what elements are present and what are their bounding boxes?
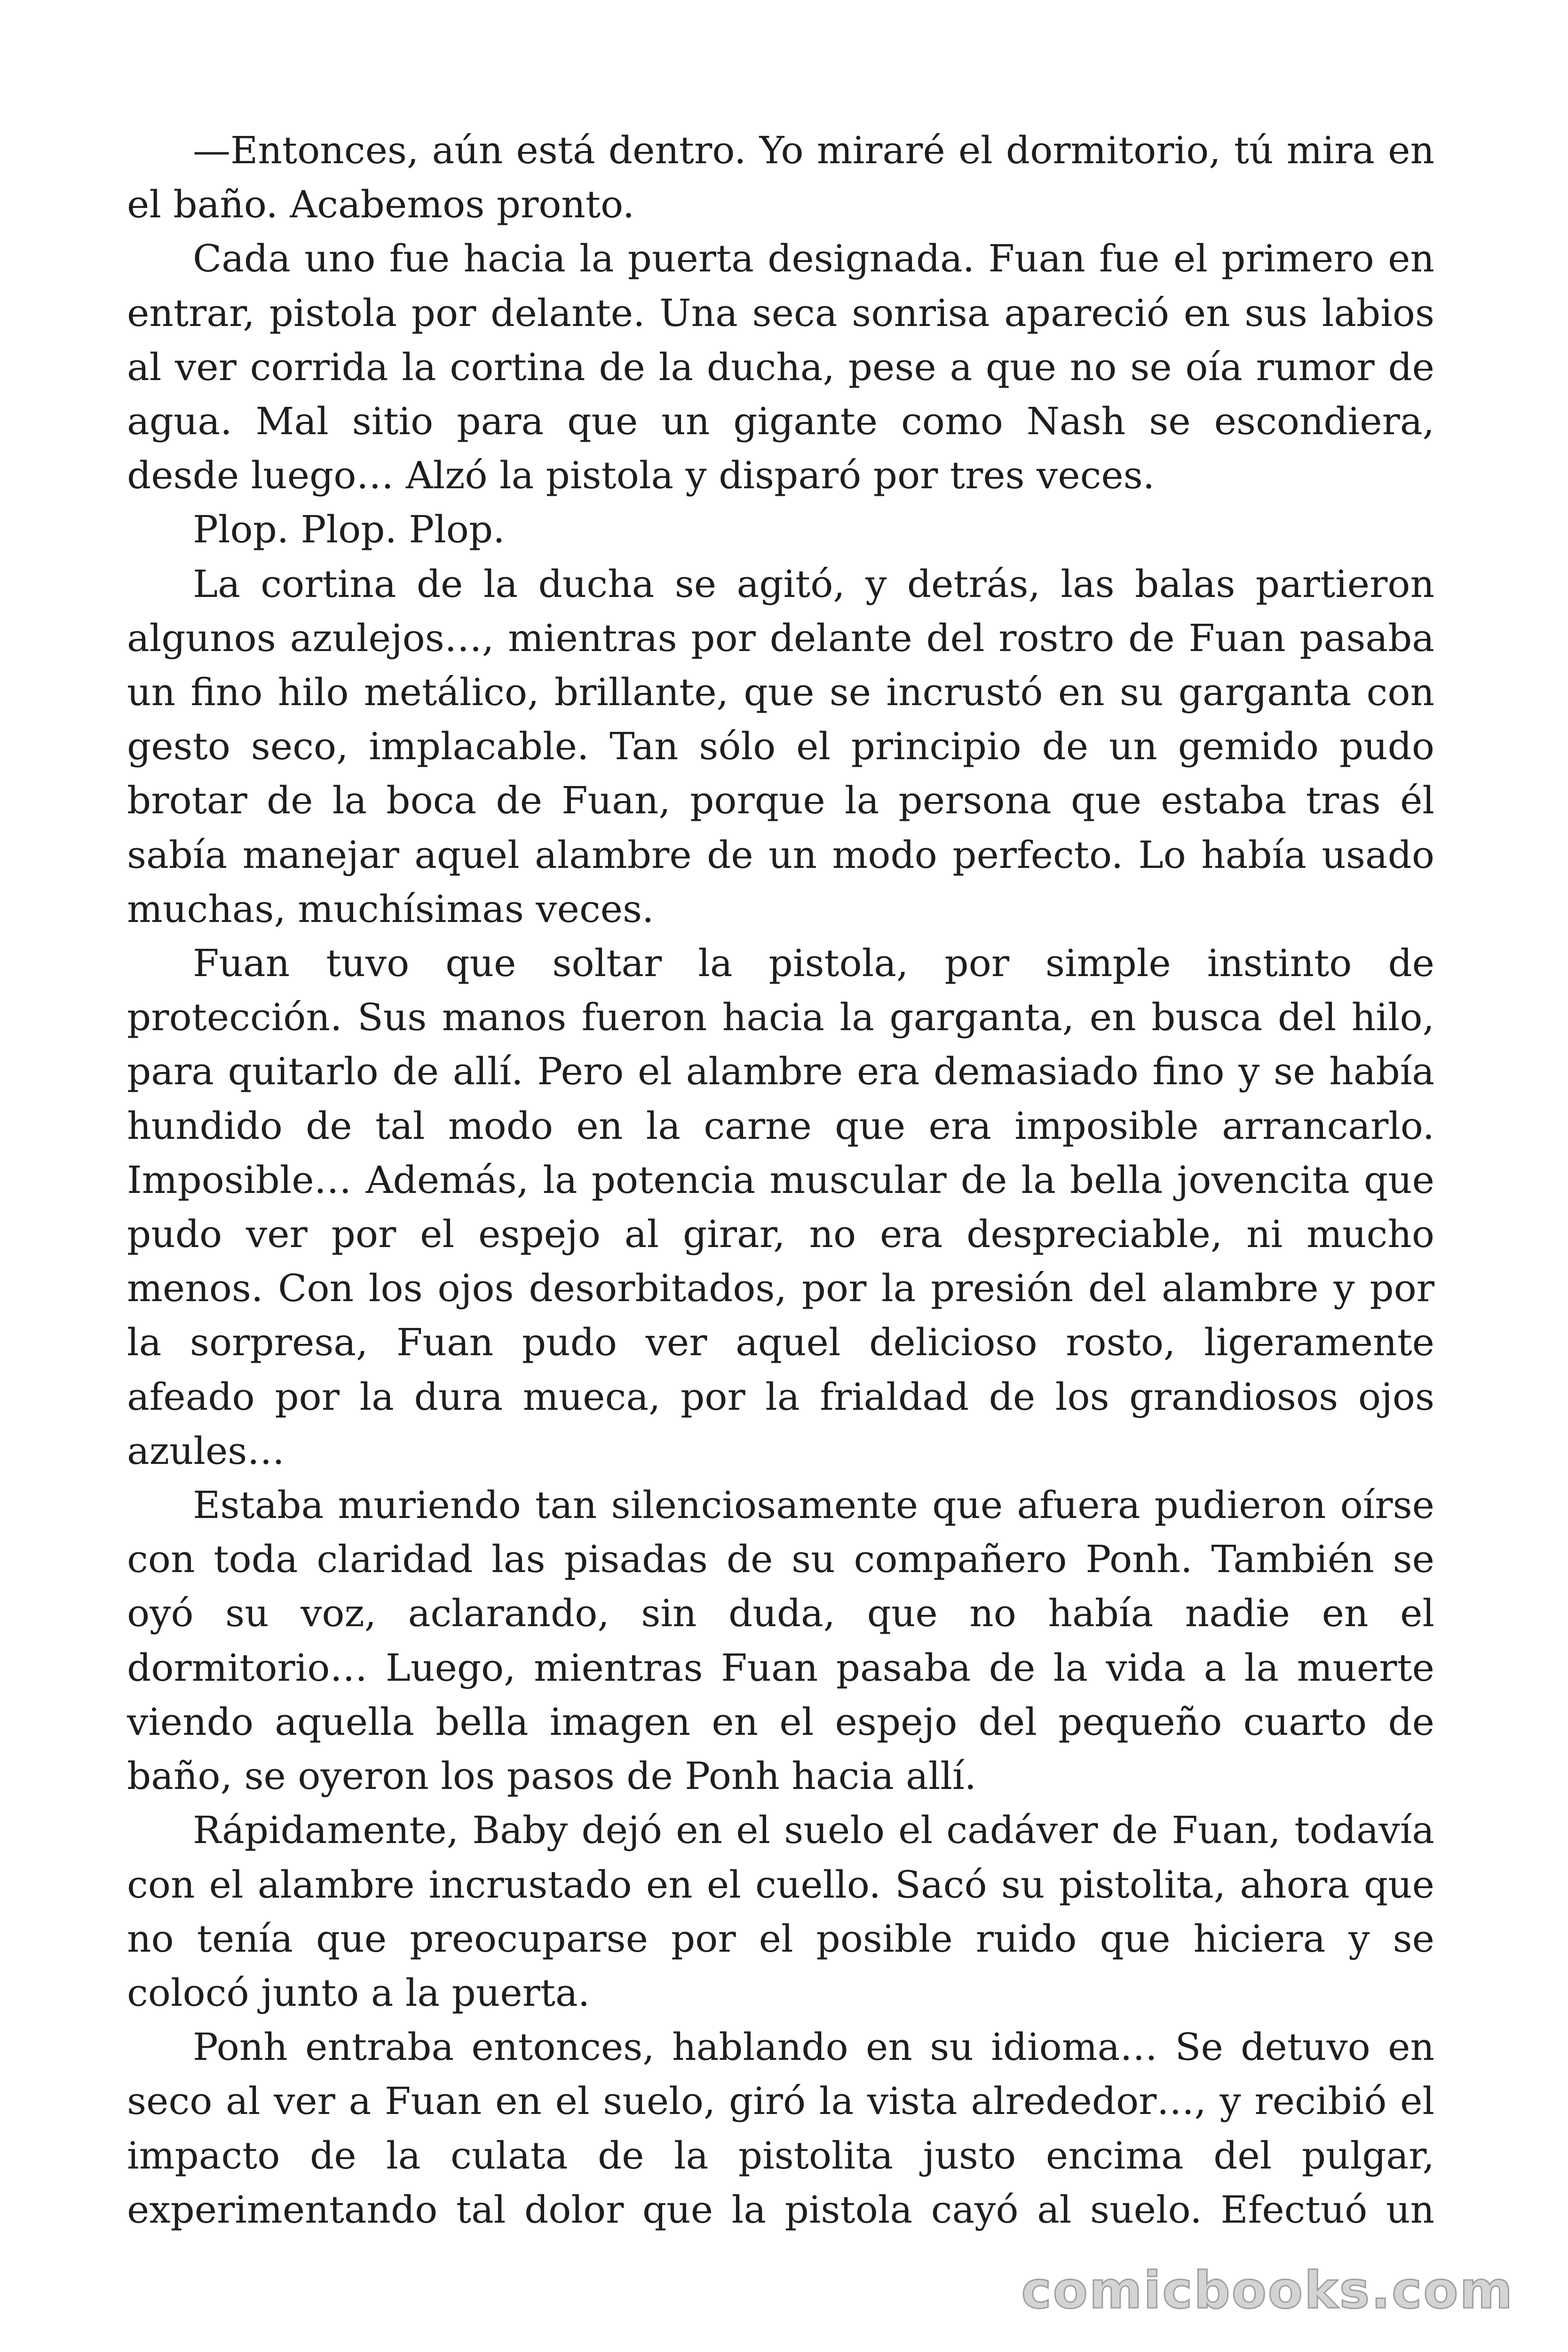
paragraph-5: Fuan tuvo que soltar la pistola, por simple instinto de protección. Sus manos fueron hacia la garganta, en busca del hilo, para quitarlo de allí. Pero el alambre era demasiado fino y se había hundido de tal modo en la carne que era imposible arrancarlo. Imposible… Además, la potencia muscular de la bella jovencita que pudo ver por el espejo al girar, no era despreciable, ni mucho menos. Con los ojos desorbitados, por la presión del alambre y por la sorpresa, Fuan pudo ver aquel delicioso rosto, ligeramente afeado por la dura mueca, por la frialdad de los grandiosos ojos azules… [127,941,1434,1473]
paragraph-6: Estaba muriendo tan silenciosamente que afuera pudieron oírse con toda claridad las pisadas de su compañero Ponh. También se oyó su voz, aclarando, sin duda, que no había nadie en el dormitorio… Luego, mientras Fuan pasaba de la vida a la muerte viendo aquella bella imagen en el espejo del pequeño cuarto de baño, se oyeron los pasos de Ponh hacia allí. [127,1483,1434,1798]
paragraph-1: —Entonces, aún está dentro. Yo miraré el dormitorio, tú mira en el baño. Acabemos pronto. [127,128,1434,227]
paragraph-2: Cada uno fue hacia la puerta designada. Fuan fue el primero en entrar, pistola por delante. Una seca sonrisa apareció en sus labios al ver corrida la cortina de la ducha, pese a que no se oía rumor de agua. Mal sitio para que un gigante como Nash se escondiera, desde luego… Alzó la pistola y disparó por tres veces. [127,237,1434,498]
paragraph-8: Ponh entraba entonces, hablando en su idioma… Se detuvo en seco al ver a Fuan en el suelo, giró la vista alrededor…, y recibió el impacto de la culata de la pistolita justo encima del pulgar, experimentando tal dolor que la pistola cayó al suelo. Efectuó un [127,2025,1434,2232]
paragraph-7: Rápidamente, Baby dejó en el suelo el cadáver de Fuan, todavía con el alambre incrustado en el cuello. Sacó su pistolita, ahora que no tenía que preocuparse por el posible ruido que hiciera y se colocó junto a la puerta. [127,1808,1434,2015]
book-page-text [127,123,1434,2237]
watermark: comicbooks.com [1021,2261,1514,2320]
paragraph-3: Plop. Plop. Plop. [193,508,505,552]
paragraph-4: La cortina de la ducha se agitó, y detrás, las balas partieron algunos azulejos…, mientras por delante del rostro de Fuan pasaba un fino hilo metálico, brillante, que se incrustó en su garganta con gesto seco, implacable. Tan sólo el principio de un gemido pudo brotar de la boca de Fuan, porque la persona que estaba tras él sabía manejar aquel alambre de un modo perfecto. Lo había usado muchas, muchísimas veces. [127,562,1434,931]
